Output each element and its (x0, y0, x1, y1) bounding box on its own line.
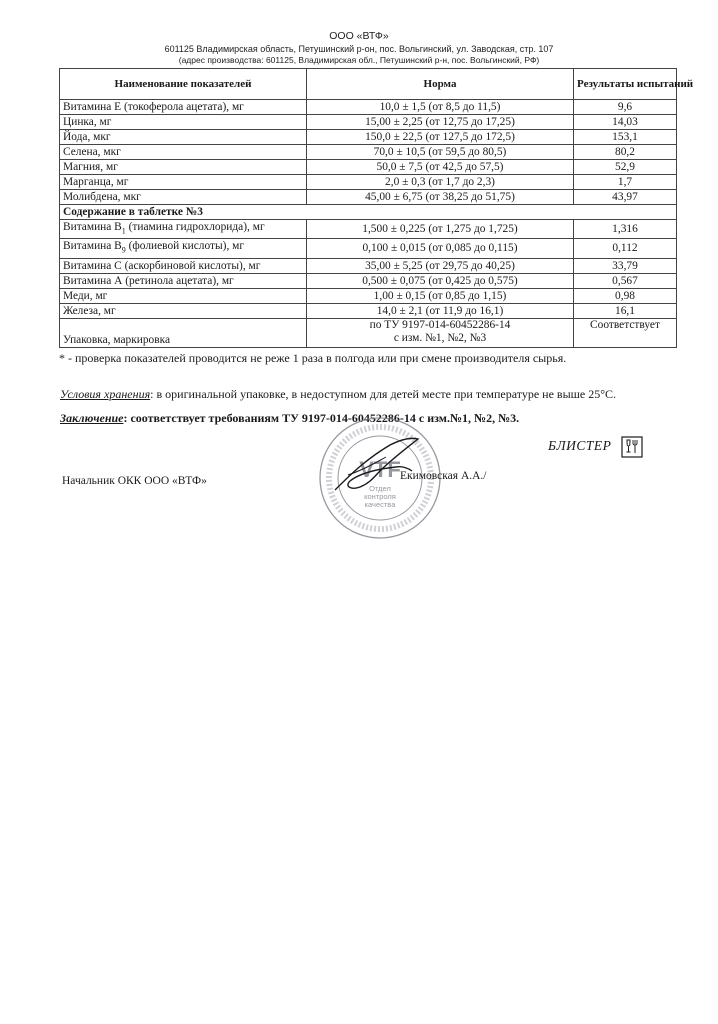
cell-result: Соответствует (574, 318, 677, 347)
cell-name: Марганца, мг (60, 175, 307, 190)
cell-result: 0,567 (574, 273, 677, 288)
table-row (60, 190, 677, 205)
packaging-row (60, 318, 677, 347)
footnote: * - проверка показателей проводится не реже 1 раза в полгода или при смене производителя сырья. (59, 351, 567, 365)
cell-norm: 0,100 ± 0,015 (от 0,085 до 0,115) (307, 239, 574, 258)
handwritten-signature (330, 435, 425, 495)
header-result: Результаты испытаний (574, 69, 677, 100)
table-header-row (60, 69, 677, 100)
results-table (59, 68, 694, 348)
storage-text: : в оригинальной упаковке, в недоступном для детей месте при температуре не выше 25°С. (150, 387, 617, 401)
cell-name: Железа, мг (60, 303, 307, 318)
name-suffix: (тиамина гидрохлорида), мг (125, 221, 265, 233)
table-row (60, 130, 677, 145)
norm-line-1: по ТУ 9197-014-60452286-14 (369, 318, 511, 331)
cell-name: Упаковка, маркировка (60, 318, 307, 347)
cell-name: Йода, мкг (60, 130, 307, 145)
conclusion-label: Заключение (60, 411, 124, 425)
cell-result: 43,97 (574, 190, 677, 205)
cell-norm: 0,500 ± 0,075 (от 0,425 до 0,575) (307, 273, 574, 288)
cell-result: 52,9 (574, 160, 677, 175)
cell-result: 0,112 (574, 239, 677, 258)
cell-norm: 50,0 ± 7,5 (от 42,5 до 57,5) (307, 160, 574, 175)
cell-result: 33,79 (574, 258, 677, 273)
cell-name: Молибдена, мкг (60, 190, 307, 205)
norm-line-2: с изм. №1, №2, №3 (393, 331, 487, 344)
storage-label: Условия хранения (60, 387, 151, 401)
cell-result: 153,1 (574, 130, 677, 145)
blister-label: БЛИСТЕР (548, 438, 612, 453)
cell-name: Магния, мг (60, 160, 307, 175)
cell-name: Селена, мкг (60, 145, 307, 160)
table-row (60, 239, 677, 258)
cell-result: 9,6 (574, 100, 677, 115)
cell-name: Цинка, мг (60, 115, 307, 130)
table-row (60, 220, 677, 239)
cell-result: 0,98 (574, 288, 677, 303)
production-address: (адрес производства: 601125, Владимирская обл., Петушинский р-н, пос. Вольгинский, РФ) (178, 55, 540, 65)
cell-result: 1,316 (574, 220, 677, 239)
section-title: Содержание в таблетке №3 (60, 205, 677, 220)
table-row (60, 175, 677, 190)
stamp-center-text: VTF (359, 457, 401, 482)
cell-norm: 150,0 ± 22,5 (от 127,5 до 172,5) (307, 130, 574, 145)
cell-name: Витамина А (ретинола ацетата), мг (60, 273, 307, 288)
name-main: Витамина В (63, 221, 122, 233)
table-row (60, 303, 677, 318)
name-main: Витамина В (63, 240, 122, 253)
stamp-line-3: качества (364, 500, 396, 509)
cell-norm: 70,0 ± 10,5 (от 59,5 до 80,5) (307, 145, 574, 160)
signer-title: Начальник ОКК ООО «ВТФ» (62, 475, 207, 487)
cell-name: Витамина С (аскорбиновой кислоты), мг (60, 258, 307, 273)
conclusion (60, 411, 519, 426)
section-row (60, 205, 677, 220)
table-row (60, 273, 677, 288)
cell-norm: 1,00 ± 0,15 (от 0,85 до 1,15) (307, 288, 574, 303)
cell-name: Витамина Е (токоферола ацетата), мг (60, 100, 307, 115)
table-row (60, 100, 677, 115)
table-row (60, 145, 677, 160)
table-row (60, 288, 677, 303)
cell-norm: 1,500 ± 0,225 (от 1,275 до 1,725) (307, 220, 574, 239)
stamp-line-1: Отдел (369, 484, 391, 493)
table-row (60, 115, 677, 130)
cell-result: 1,7 (574, 175, 677, 190)
conclusion-text: : соответствует требованиям ТУ 9197-014-60452286-14 с изм.№1, №2, №3. (123, 411, 520, 425)
cell-norm: 45,00 ± 6,75 (от 38,25 до 51,75) (307, 190, 574, 205)
cell-norm (307, 318, 574, 347)
stamp-line-2: контроля (364, 492, 396, 501)
name-subscript: 1 (121, 226, 126, 236)
name-subscript: 9 (121, 245, 126, 255)
cell-name: Меди, мг (60, 288, 307, 303)
cell-result: 80,2 (574, 145, 677, 160)
glass-fork-icon (621, 436, 643, 458)
cell-name (60, 220, 307, 239)
cell-norm: 15,00 ± 2,25 (от 12,75 до 17,25) (307, 115, 574, 130)
name-suffix: (фолиевой кислоты), мг (125, 240, 245, 253)
cell-norm: 35,00 ± 5,25 (от 29,75 до 40,25) (307, 258, 574, 273)
cell-norm: 14,0 ± 2,1 (от 11,9 до 16,1) (307, 303, 574, 318)
header-name: Наименование показателей (60, 69, 307, 100)
cell-result: 16,1 (574, 303, 677, 318)
storage-conditions (60, 387, 616, 402)
cell-name (60, 239, 307, 258)
signer-name: Екимовская А.А./ (400, 470, 487, 482)
cell-norm: 10,0 ± 1,5 (от 8,5 до 11,5) (307, 100, 574, 115)
header-norm: Норма (307, 69, 574, 100)
cell-norm: 2,0 ± 0,3 (от 1,7 до 2,3) (307, 175, 574, 190)
company-name: ООО «ВТФ» (329, 30, 389, 42)
cell-result: 14,03 (574, 115, 677, 130)
company-address: 601125 Владимирская область, Петушинский р-он, пос. Вольгинский, ул. Заводская, стр. 107 (164, 44, 554, 54)
table-row (60, 258, 677, 273)
table-row (60, 160, 677, 175)
